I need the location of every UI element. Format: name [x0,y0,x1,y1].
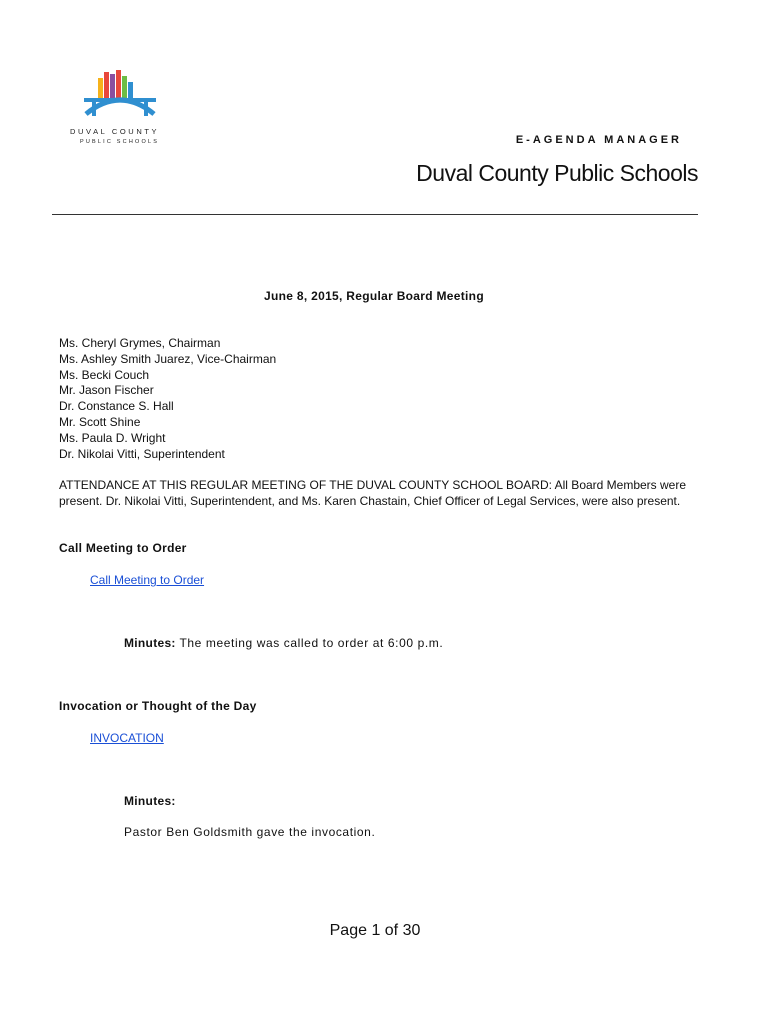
member-item: Ms. Becki Couch [59,367,150,382]
meeting-title: June 8, 2015, Regular Board Meeting [264,289,484,303]
member-item: Mr. Scott Shine [59,414,141,429]
board-member-list [59,336,276,462]
invocation-link[interactable]: INVOCATION [90,731,164,745]
member-item: Ms. Ashley Smith Juarez, Vice-Chairman [59,351,277,366]
section-heading-call-to-order: Call Meeting to Order [59,541,187,555]
minutes-text: The meeting was called to order at 6:00 p.m. [175,636,444,650]
minutes-label: Minutes: [124,636,176,650]
attendance-statement: ATTENDANCE AT THIS REGULAR MEETING OF THE DUVAL COUNTY SCHOOL BOARD: All Board Members were present. Dr. Nikolai Vitti, Superintendent, and Ms. Karen Chastain, Chief Officer of Legal Services, were also present. [59,478,687,508]
member-item: Dr. Nikolai Vitti, Superintendent [59,446,225,461]
minutes-text-invocation: Pastor Ben Goldsmith gave the invocation. [124,825,376,839]
member-item: Ms. Paula D. Wright [59,430,166,445]
member-item: Mr. Jason Fischer [59,383,154,398]
member-item: Ms. Cheryl Grymes, Chairman [59,336,221,350]
page-number: Page 1 of 30 [329,922,421,939]
member-item: Dr. Constance S. Hall [59,399,174,414]
eagenda-label: E-AGENDA MANAGER [515,134,682,146]
organization-title: Duval County Public Schools [416,160,698,186]
header-divider [52,214,698,215]
minutes-label: Minutes: [124,794,176,808]
logo-text-schools: PUBLIC SCHOOLS [80,139,160,145]
section-heading-invocation: Invocation or Thought of the Day [59,699,257,713]
minutes-call-to-order [124,636,443,650]
logo-text-district: DUVAL COUNTY [70,127,160,136]
call-to-order-link[interactable]: Call Meeting to Order [90,573,205,587]
bridge-logo-icon [82,68,158,124]
minutes-invocation [124,794,176,808]
district-logo [70,68,170,153]
